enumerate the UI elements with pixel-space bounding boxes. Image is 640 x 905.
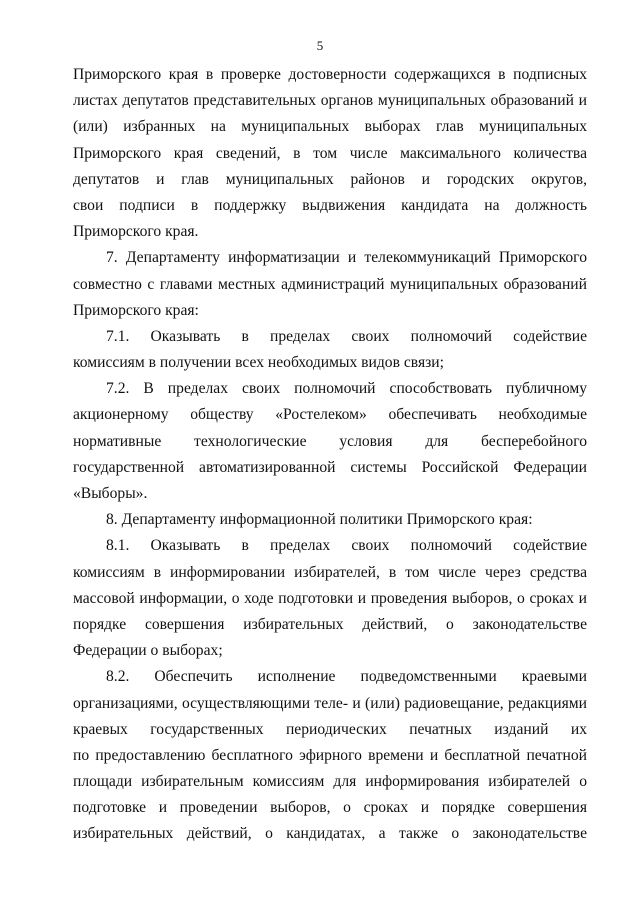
text-line: 7.2. В пределах своих полномочий способствовать публичному [106, 380, 587, 398]
page-number: 5 [316, 38, 324, 53]
document-body [73, 62, 587, 848]
text-line: совместно с главами местных администраций муниципальных образований [73, 275, 587, 293]
text-line: по предоставлению бесплатного эфирного времени и бесплатной печатной [73, 746, 587, 764]
text-line: Приморского края в проверке достоверности содержащихся в подписных [73, 66, 587, 83]
text-line: «Выборы». [73, 485, 148, 502]
text-line: избирательных действий, о кандидатах, а также о законодательстве [73, 825, 587, 843]
text-line: краевых государственных периодических печатных изданий их [73, 720, 587, 738]
text-line: 7. Департаменту информатизации и телекоммуникаций Приморского [106, 249, 587, 267]
text-line: площади избирательным комиссиям для информирования избирателей о [73, 773, 587, 791]
text-line: 8. Департаменту информационной политики Приморского края: [106, 511, 533, 529]
text-line: свои подписи в поддержку выдвижения кандидата на должность [73, 196, 587, 214]
text-line: 7.1. Оказывать в пределах своих полномочий содействие [106, 327, 587, 345]
text-line: подготовке и проведении выборов, о сроках и порядке совершения [73, 799, 587, 817]
text-line: порядке совершения избирательных действий, о законодательстве [73, 615, 587, 633]
text-line: организациями, осуществляющими теле- и (или) радиовещание, редакциями [73, 694, 587, 712]
text-line: листах депутатов представительных органов муниципальных образований и [73, 92, 587, 110]
text-line: массовой информации, о ходе подготовки и проведения выборов, о сроках и [73, 589, 587, 607]
text-line: 8.1. Оказывать в пределах своих полномочий содействие [106, 537, 587, 555]
text-line: Приморского края. [73, 223, 199, 241]
text-line: комиссиям в информировании избирателей, в том числе через средства [73, 563, 587, 581]
text-line: Приморского края сведений, в том числе максимального количества [73, 144, 587, 162]
text-line: Федерации о выборах; [73, 642, 223, 660]
text-line: Приморского края: [73, 301, 199, 319]
text-line: депутатов и глав муниципальных районов и городских округов, [73, 170, 587, 188]
text-line: акционерному обществу «Ростелеком» обеспечивать необходимые [73, 406, 587, 424]
text-line: 8.2. Обеспечить исполнение подведомственными краевыми [106, 668, 587, 686]
text-line: нормативные технологические условия для бесперебойного [73, 432, 587, 450]
text-line: (или) избранных на муниципальных выборах глав муниципальных [73, 118, 587, 136]
text-line: комиссиям в получении всех необходимых видов связи; [73, 354, 444, 372]
text-line: государственной автоматизированной системы Российской Федерации [73, 458, 587, 476]
